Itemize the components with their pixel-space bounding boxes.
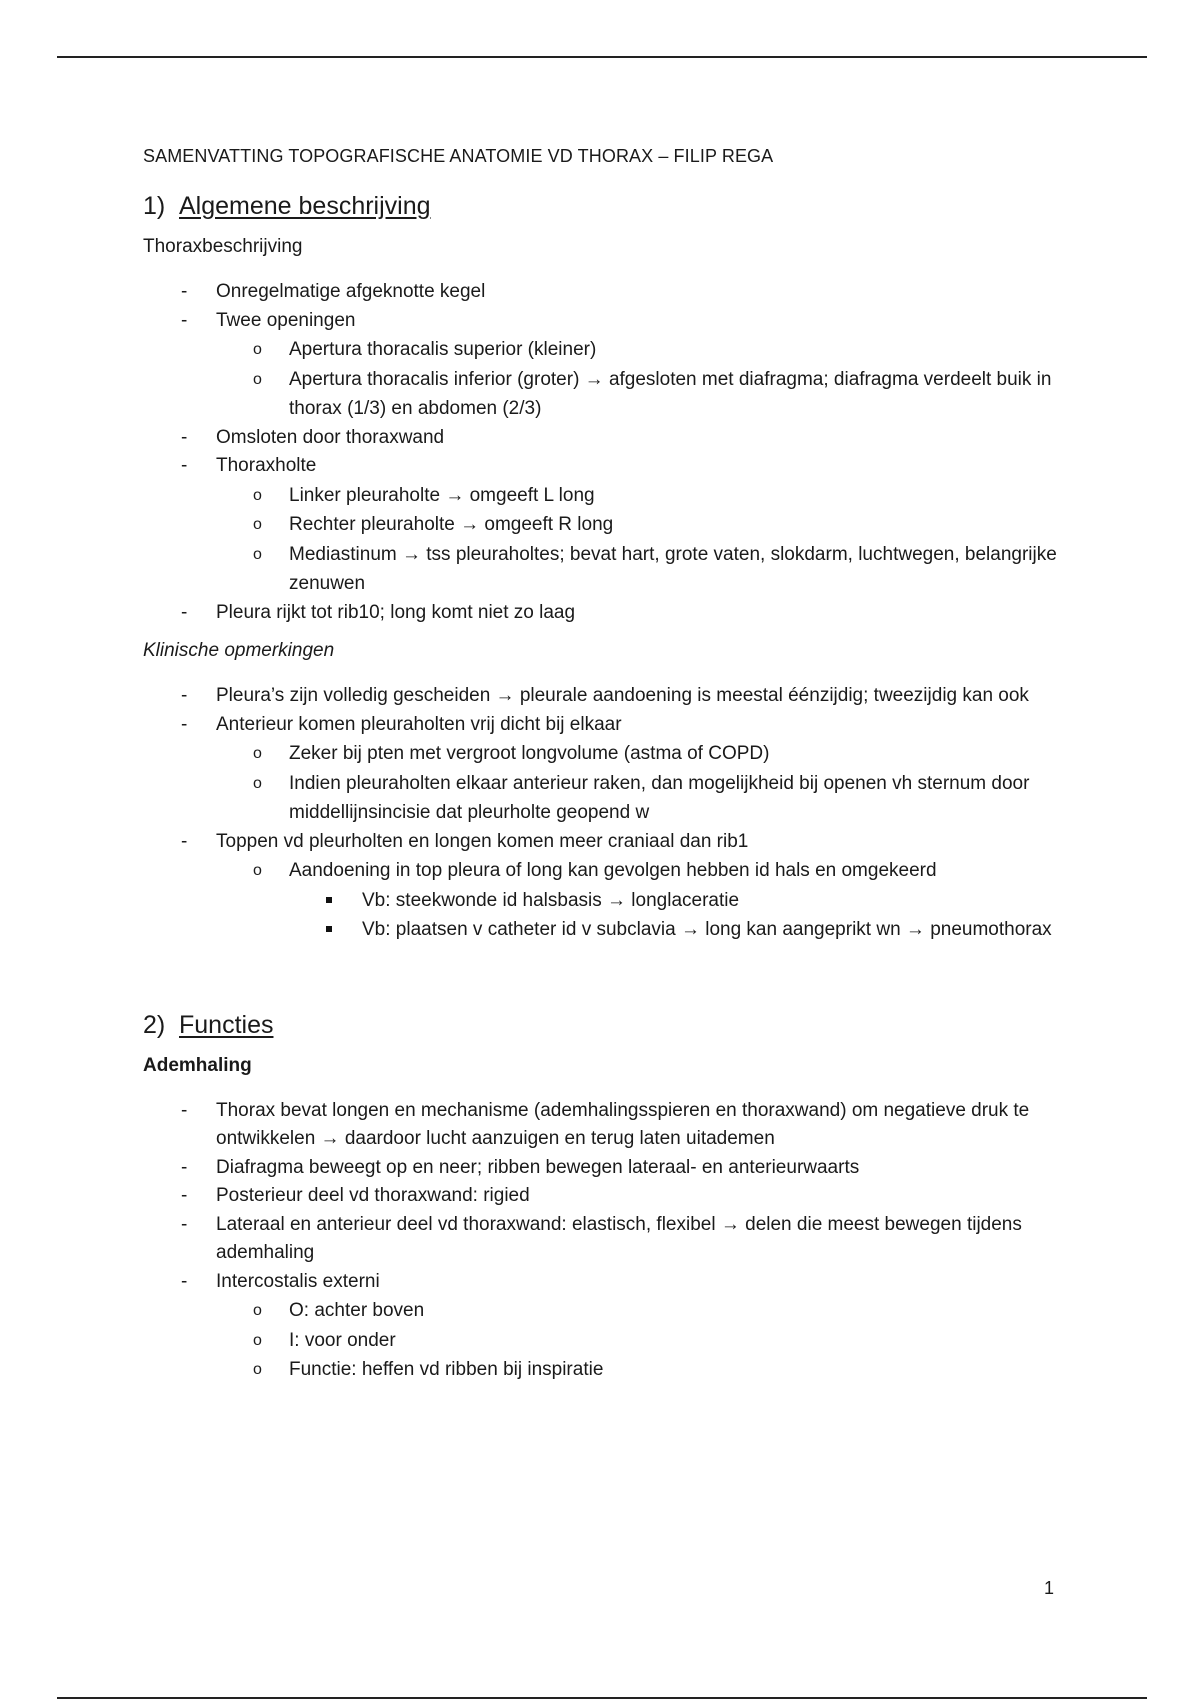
square-bullet — [326, 897, 332, 903]
section-title: Algemene beschrijving — [179, 192, 431, 220]
circle-bullet: o — [253, 862, 262, 879]
sub-list — [216, 335, 1063, 424]
list-item: o Apertura thoracalis inferior (groter) → afgesloten met diafragma; diafragma verdeelt buik in thorax (1/3) en abdomen (2/3) — [143, 365, 1063, 424]
sub-list — [216, 739, 1063, 828]
dash-bullet: - — [181, 426, 188, 448]
list-item: o Linker pleuraholte → omgeeft L long — [143, 481, 1063, 511]
sub-list — [216, 856, 1063, 944]
list-item: - Pleura rijkt tot rib10; long komt niet zo laag — [143, 599, 1063, 628]
list-item: - Pleura’s zijn volledig gescheiden → pleurale aandoening is meestal éénzijdig; tweezijdig kan ook — [143, 682, 1063, 711]
subheading-klinische-opmerkingen: Klinische opmerkingen — [143, 640, 335, 661]
dash-bullet: - — [181, 1185, 188, 1206]
circle-bullet: o — [253, 1331, 262, 1349]
section-1-heading — [143, 189, 1063, 223]
list-item: o Functie: heffen vd ribben bij inspiratie — [143, 1355, 1063, 1385]
circle-bullet: o — [253, 1302, 262, 1319]
list-item: o Apertura thoracalis superior (kleiner) — [143, 335, 1063, 365]
sub-list — [216, 1296, 1063, 1385]
circle-bullet: o — [253, 486, 262, 504]
circle-bullet: o — [253, 370, 262, 388]
list-item: - Toppen vd pleurholten en longen komen meer craniaal dan rib1 o Aandoening in top pleura of long kan gevolgen hebben id hals en omgekeerd Vb: steekwonde id halsbasis → longlaceratie Vb: plaatsen v catheter id v subclavia → long kan aangeprikt wn → pneumothorax — [143, 828, 1063, 944]
header-rule — [57, 56, 1147, 58]
dash-bullet: - — [181, 309, 188, 331]
footer-rule — [57, 1697, 1147, 1699]
list-item: o Indien pleuraholten elkaar anterieur raken, dan mogelijkheid bij openen vh sternum door middellijnsincisie dat pleurholte geopend w — [143, 769, 1063, 828]
dash-bullet: - — [181, 455, 188, 476]
document-title: SAMENVATTING TOPOGRAFISCHE ANATOMIE VD THORAX – FILIP REGA — [143, 146, 774, 166]
sub-sub-list — [289, 886, 1063, 944]
list-item: o Zeker bij pten met vergroot longvolume (astma of COPD) — [143, 739, 1063, 769]
list-item: - Lateraal en anterieur deel vd thoraxwand: elastisch, flexibel → delen die meest bewegen tijdens ademhaling — [143, 1211, 1063, 1268]
document-body — [143, 142, 1063, 1385]
list-item: o Rechter pleuraholte → omgeeft R long — [143, 510, 1063, 540]
list-item: o O: achter boven — [143, 1296, 1063, 1326]
thorax-description-list — [143, 278, 1063, 627]
list-item: - Omsloten door thoraxwand — [143, 424, 1063, 453]
section-2-heading — [143, 1008, 1063, 1042]
dash-bullet: - — [181, 601, 188, 623]
circle-bullet: o — [253, 745, 262, 762]
page-number: 1 — [1044, 1578, 1055, 1598]
dash-bullet: - — [181, 1213, 188, 1235]
list-item: - Diafragma beweegt op en neer; ribben bewegen lateraal- en anterieurwaarts — [143, 1154, 1063, 1183]
dash-bullet: - — [181, 1156, 188, 1178]
circle-bullet: o — [253, 516, 262, 533]
list-item: o I: voor onder — [143, 1326, 1063, 1356]
list-item: - Intercostalis externi o O: achter boven o I: voor onder o Functie: heffen vd ribben bij inspiratie — [143, 1268, 1063, 1385]
section-number: 1) — [143, 192, 166, 220]
list-item: Vb: steekwonde id halsbasis → longlaceratie — [143, 886, 1063, 915]
list-item: - Onregelmatige afgeknotte kegel — [143, 278, 1063, 307]
circle-bullet: o — [253, 341, 262, 358]
clinical-notes-list — [143, 682, 1063, 944]
dash-bullet: - — [181, 713, 188, 735]
square-bullet — [326, 926, 332, 932]
list-item: - Twee openingen o Apertura thoracalis superior (kleiner) o Apertura thoracalis inferior (groter) → afgesloten met diafragma; diafragma verdeelt buik in thorax (1/3) en abdomen (2/3) — [143, 307, 1063, 424]
list-item: Vb: plaatsen v catheter id v subclavia → long kan aangeprikt wn → pneumothorax — [143, 915, 1063, 944]
dash-bullet: - — [181, 281, 188, 302]
breathing-list — [143, 1097, 1063, 1385]
dash-bullet: - — [181, 1099, 188, 1121]
subheading-ademhaling: Ademhaling — [143, 1054, 252, 1076]
list-item: o Mediastinum → tss pleuraholtes; bevat hart, grote vaten, slokdarm, luchtwegen, belangrijke zenuwen — [143, 540, 1063, 599]
list-item: - Thoraxholte o Linker pleuraholte → omgeeft L long o Rechter pleuraholte → omgeeft R long o Mediastinum → tss pleuraholtes; bevat hart, grote vaten, slokdarm, luchtwegen, belangrijke zenuwen — [143, 452, 1063, 599]
list-item: - Anterieur komen pleuraholten vrij dicht bij elkaar o Zeker bij pten met vergroot longvolume (astma of COPD) o Indien pleuraholten elkaar anterieur raken, dan mogelijkheid bij openen vh sternum door middellijnsincisie dat pleurholte geopend w — [143, 711, 1063, 828]
circle-bullet: o — [253, 545, 262, 563]
section-number: 2) — [143, 1010, 166, 1039]
dash-bullet: - — [181, 685, 188, 706]
section-title: Functies — [179, 1010, 274, 1039]
dash-bullet: - — [181, 1270, 188, 1292]
circle-bullet: o — [253, 1361, 262, 1378]
sub-list — [216, 481, 1063, 599]
dash-bullet: - — [181, 830, 188, 852]
subheading-thoraxbeschrijving: Thoraxbeschrijving — [143, 236, 303, 257]
list-item: - Posterieur deel vd thoraxwand: rigied — [143, 1182, 1063, 1211]
circle-bullet: o — [253, 774, 262, 792]
list-item: o Aandoening in top pleura of long kan gevolgen hebben id hals en omgekeerd Vb: steekwonde id halsbasis → longlaceratie Vb: plaatsen v catheter id v subclavia → long kan aangeprikt wn → pneumothorax — [143, 856, 1063, 944]
list-item: - Thorax bevat longen en mechanisme (ademhalingsspieren en thoraxwand) om negatieve druk te ontwikkelen → daardoor lucht aanzuigen en terug laten uitademen — [143, 1097, 1063, 1154]
